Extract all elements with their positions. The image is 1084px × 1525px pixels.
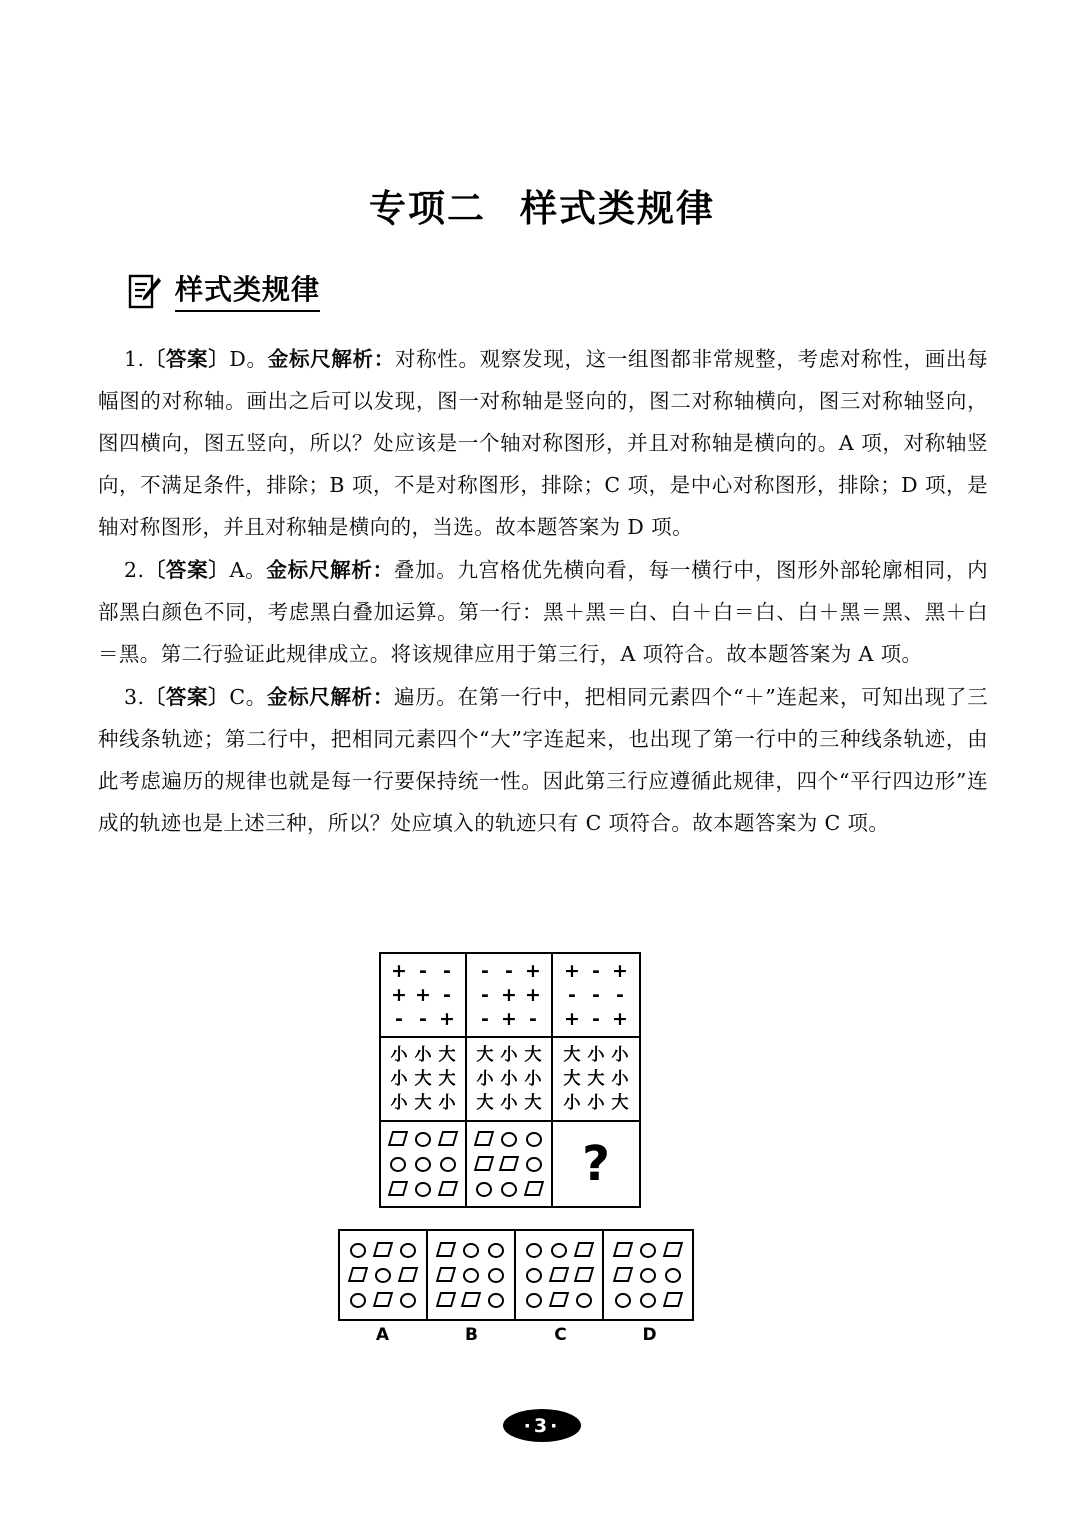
matrix-glyph: 小 — [390, 1068, 408, 1089]
page-title — [0, 178, 1084, 232]
answer-option-label-B: B — [465, 1325, 478, 1345]
parallelogram-icon — [499, 1156, 519, 1171]
matrix-glyph: 小 — [500, 1092, 518, 1113]
circle-icon — [665, 1268, 681, 1283]
answer-tag-2: 〔答案〕 — [144, 558, 230, 582]
matrix-glyph: 小 — [587, 1044, 605, 1065]
circle-icon — [476, 1182, 492, 1197]
matrix-glyph: - — [592, 1007, 600, 1030]
matrix-glyph: 大 — [414, 1068, 432, 1089]
circle-icon — [400, 1243, 416, 1258]
matrix-glyph: 小 — [438, 1092, 456, 1113]
matrix-glyph: - — [419, 1007, 427, 1030]
matrix-glyph: 小 — [587, 1092, 605, 1113]
explanation-item-2 — [98, 549, 988, 675]
matrix-glyph: 小 — [611, 1044, 629, 1065]
matrix-glyph: - — [505, 959, 513, 982]
parallelogram-icon — [474, 1156, 494, 1171]
matrix-glyph: - — [481, 959, 489, 982]
circle-icon — [463, 1243, 479, 1258]
matrix-glyph: 大 — [476, 1044, 494, 1065]
matrix-glyph: 小 — [500, 1044, 518, 1065]
analysis-label-2: 金标尺解析： — [266, 558, 394, 582]
analysis-label-3: 金标尺解析： — [266, 685, 395, 709]
matrix-cell-r3c3 — [553, 1122, 639, 1206]
circle-icon — [526, 1132, 542, 1147]
explanation-number-3: 3. — [124, 685, 145, 709]
parallelogram-icon — [663, 1292, 683, 1307]
matrix-glyph: + — [525, 983, 541, 1006]
circle-icon — [488, 1293, 504, 1308]
circle-icon — [526, 1157, 542, 1172]
matrix-cell-r1c1-glyphs — [387, 959, 459, 1031]
circle-icon — [551, 1243, 567, 1258]
matrix-glyph: 大 — [563, 1068, 581, 1089]
circle-icon — [576, 1293, 592, 1308]
parallelogram-icon — [613, 1242, 633, 1257]
parallelogram-icon — [398, 1267, 418, 1282]
circle-icon — [501, 1132, 517, 1147]
matrix-cell-r1c3-glyphs — [560, 959, 632, 1031]
circle-icon — [375, 1268, 391, 1283]
answer-option-B-shapes — [434, 1238, 509, 1313]
matrix-glyph: + — [501, 1007, 517, 1030]
matrix-glyph: - — [481, 1007, 489, 1030]
parallelogram-icon — [574, 1267, 594, 1282]
matrix-glyph: 小 — [390, 1092, 408, 1113]
parallelogram-icon — [549, 1292, 569, 1307]
explanation-text-1: 对称性。观察发现，这一组图都非常规整，考虑对称性，画出每幅图的对称轴。画出之后可以发现，图一对称轴是竖向的，图二对称轴横向，图三对称轴竖向，图四横向，图五竖向，所以？处应该是一个轴对称图形，并且对称轴是横向的。A 项，对称轴竖向，不满足条件，排除；B 项，不是对称图形，排除；C 项，是中心对称图形，排除；D 项，是轴对称图形，并且对称轴是横向的，当选。故本题答案为 D 项。 — [98, 347, 988, 539]
parallelogram-icon — [549, 1267, 569, 1282]
answer-value-1: D。 — [229, 347, 268, 371]
circle-icon — [640, 1243, 656, 1258]
explanation-text-2: 叠加。九宫格优先横向看，每一横行中，图形外部轮廓相同，内部黑白颜色不同，考虑黑白叠加运算。第一行：黑＋黑＝白、白＋白＝白、白＋黑＝黑、黑＋白＝黑。第二行验证此规律成立。将该规律应用于第三行，A 项符合。故本题答案为 A 项。 — [98, 558, 988, 666]
answer-option-A[interactable] — [340, 1231, 428, 1319]
answer-option-D[interactable] — [604, 1231, 692, 1319]
matrix-glyph: 小 — [414, 1044, 432, 1065]
parallelogram-icon — [436, 1267, 456, 1282]
explanation-item-1 — [98, 338, 988, 548]
circle-icon — [400, 1293, 416, 1308]
matrix-cell-r3c2-shapes — [472, 1127, 547, 1202]
page-title-main: 专项二 — [369, 187, 486, 230]
matrix-glyph: 大 — [524, 1044, 542, 1065]
matrix-glyph: 小 — [476, 1068, 494, 1089]
matrix-glyph: 小 — [563, 1092, 581, 1113]
answer-option-B[interactable] — [428, 1231, 516, 1319]
circle-icon — [526, 1293, 542, 1308]
matrix-cell-r3c1 — [381, 1122, 467, 1206]
circle-icon — [463, 1268, 479, 1283]
circle-icon — [415, 1132, 431, 1147]
matrix-cell-r2c1 — [381, 1038, 467, 1122]
parallelogram-icon — [461, 1292, 481, 1307]
matrix-glyph: 小 — [524, 1068, 542, 1089]
answer-option-C-shapes — [522, 1238, 597, 1313]
matrix-glyph: + — [612, 959, 628, 982]
circle-icon — [501, 1182, 517, 1197]
matrix-glyph: - — [481, 983, 489, 1006]
circle-icon — [350, 1293, 366, 1308]
circle-icon — [615, 1293, 631, 1308]
explanation-number-2: 2. — [124, 558, 145, 582]
parallelogram-icon — [524, 1181, 544, 1196]
circle-icon — [390, 1157, 406, 1172]
answer-option-label-D: D — [642, 1325, 657, 1345]
explanation-text-3: 遍历。在第一行中，把相同元素四个“＋”连起来，可知出现了三种线条轨迹；第二行中，把相同元素四个“大”字连起来，也出现了第一行中的三种线条轨迹，由此考虑遍历的规律也就是每一行要保持统一性。因此第三行应遵循此规律，四个“平行四边形”连成的轨迹也是上述三种，所以？处应填入的轨迹只有 C 项符合。故本题答案为 C 项。 — [98, 685, 988, 835]
matrix-glyph: - — [529, 1007, 537, 1030]
circle-icon — [640, 1268, 656, 1283]
answer-tag-1: 〔答案〕 — [144, 347, 230, 371]
section-heading-label: 样式类规律 — [175, 272, 320, 312]
analysis-label-1: 金标尺解析： — [267, 347, 395, 371]
parallelogram-icon — [438, 1181, 458, 1196]
matrix-glyph: 小 — [390, 1044, 408, 1065]
explanation-item-3 — [98, 676, 988, 844]
matrix-cell-r1c1 — [381, 954, 467, 1038]
matrix-glyph: + — [391, 983, 407, 1006]
circle-icon — [350, 1243, 366, 1258]
matrix-glyph: - — [443, 983, 451, 1006]
matrix-glyph: - — [443, 959, 451, 982]
explanation-number-1: 1. — [124, 347, 145, 371]
matrix-glyph: 大 — [476, 1092, 494, 1113]
note-pencil-icon — [128, 274, 162, 310]
answer-value-2: A。 — [229, 558, 267, 582]
answer-options-labels — [338, 1325, 694, 1345]
matrix-glyph: 大 — [587, 1068, 605, 1089]
matrix-glyph: - — [592, 983, 600, 1006]
matrix-cell-r2c1-glyphs — [387, 1043, 459, 1115]
parallelogram-icon — [348, 1267, 368, 1282]
parallelogram-icon — [388, 1181, 408, 1196]
parallelogram-icon — [613, 1267, 633, 1282]
answer-tag-3: 〔答案〕 — [144, 685, 230, 709]
matrix-cell-r1c3 — [553, 954, 639, 1038]
matrix-glyph: 大 — [563, 1044, 581, 1065]
question-mark: ? — [582, 1136, 610, 1192]
matrix-glyph: - — [419, 959, 427, 982]
parallelogram-icon — [663, 1242, 683, 1257]
matrix-cell-r1c2-glyphs — [473, 959, 545, 1031]
matrix-glyph: 大 — [611, 1092, 629, 1113]
answer-option-D-shapes — [611, 1238, 686, 1313]
answer-value-3: C。 — [229, 685, 267, 709]
matrix-glyph: + — [439, 1007, 455, 1030]
circle-icon — [440, 1157, 456, 1172]
parallelogram-icon — [436, 1292, 456, 1307]
circle-icon — [488, 1243, 504, 1258]
matrix-glyph: + — [612, 1007, 628, 1030]
puzzle-matrix — [379, 952, 641, 1208]
matrix-glyph: 大 — [438, 1068, 456, 1089]
matrix-glyph: + — [391, 959, 407, 982]
circle-icon — [415, 1157, 431, 1172]
circle-icon — [640, 1293, 656, 1308]
matrix-glyph: 大 — [524, 1092, 542, 1113]
answer-option-C[interactable] — [516, 1231, 604, 1319]
parallelogram-icon — [436, 1242, 456, 1257]
matrix-glyph: + — [564, 959, 580, 982]
matrix-cell-r3c2 — [467, 1122, 553, 1206]
matrix-glyph: - — [568, 983, 576, 1006]
matrix-glyph: 小 — [611, 1068, 629, 1089]
parallelogram-icon — [574, 1242, 594, 1257]
explanation-list — [98, 338, 988, 845]
matrix-glyph: 小 — [500, 1068, 518, 1089]
matrix-glyph: - — [592, 959, 600, 982]
answer-options-row — [338, 1229, 694, 1321]
matrix-cell-r1c2 — [467, 954, 553, 1038]
matrix-cell-r2c2-glyphs — [473, 1043, 545, 1115]
parallelogram-icon — [388, 1131, 408, 1146]
circle-icon — [488, 1268, 504, 1283]
matrix-glyph: 大 — [438, 1044, 456, 1065]
circle-icon — [526, 1243, 542, 1258]
circle-icon — [415, 1182, 431, 1197]
matrix-glyph: + — [525, 959, 541, 982]
matrix-cell-r3c1-shapes — [386, 1127, 461, 1202]
page-title-sub: 样式类规律 — [520, 187, 715, 230]
matrix-glyph: 大 — [414, 1092, 432, 1113]
section-heading — [128, 272, 320, 312]
circle-icon — [526, 1268, 542, 1283]
matrix-cell-r2c3-glyphs — [560, 1043, 632, 1115]
matrix-cell-r2c2 — [467, 1038, 553, 1122]
matrix-cell-r2c3 — [553, 1038, 639, 1122]
answer-option-A-shapes — [346, 1238, 421, 1313]
page-number-badge: ·3· — [503, 1409, 581, 1442]
matrix-glyph: + — [501, 983, 517, 1006]
answer-option-label-A: A — [375, 1325, 390, 1345]
matrix-glyph: + — [564, 1007, 580, 1030]
parallelogram-icon — [373, 1242, 393, 1257]
parallelogram-icon — [373, 1292, 393, 1307]
parallelogram-icon — [474, 1131, 494, 1146]
matrix-glyph: + — [415, 983, 431, 1006]
parallelogram-icon — [438, 1131, 458, 1146]
matrix-glyph: - — [616, 983, 624, 1006]
answer-option-label-C: C — [554, 1325, 567, 1345]
matrix-glyph: - — [395, 1007, 403, 1030]
